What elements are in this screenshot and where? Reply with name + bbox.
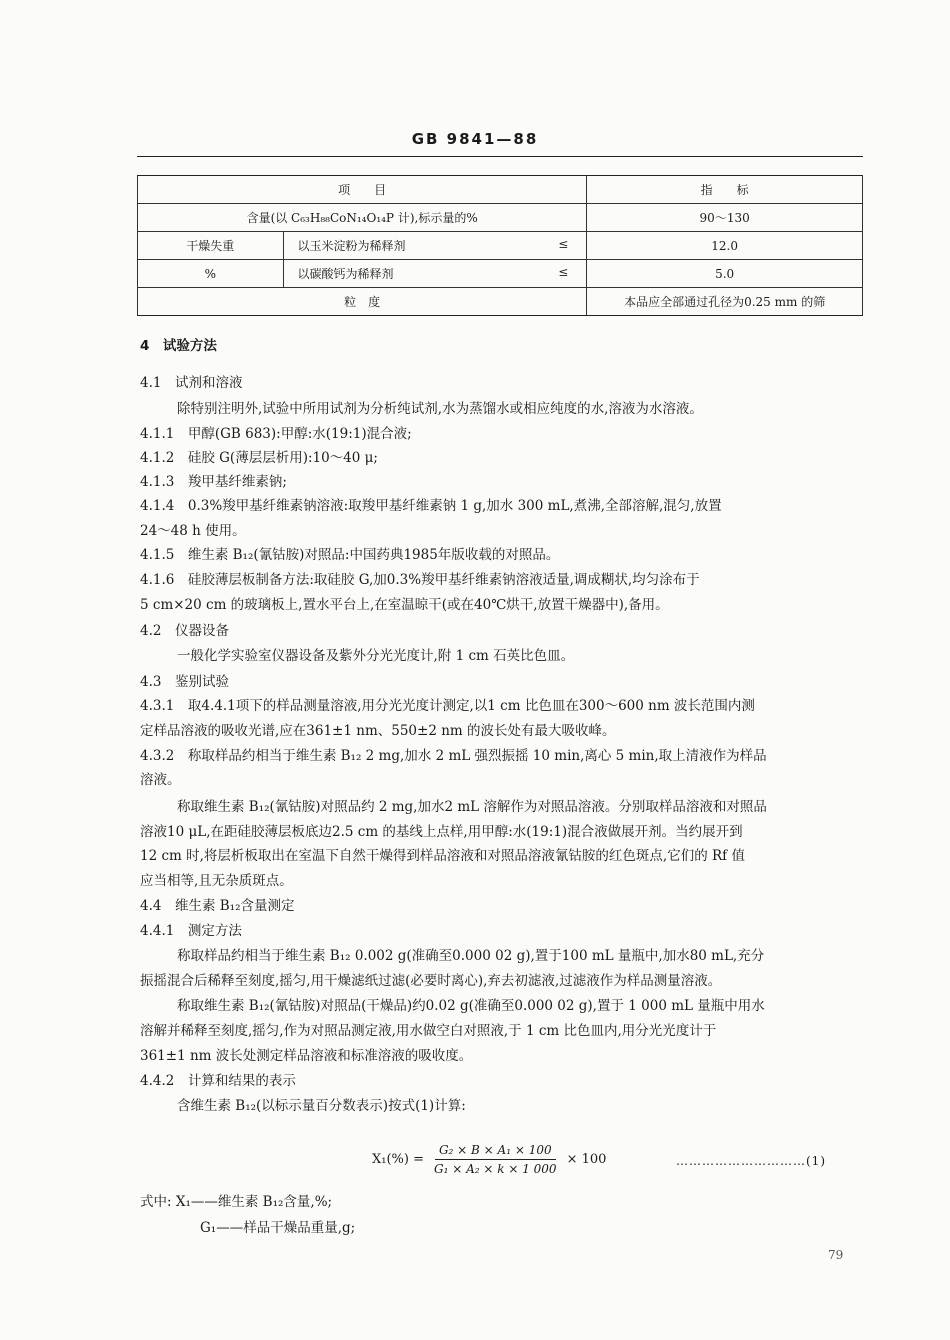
loss-unit: % — [138, 260, 284, 288]
paragraph: 称取样品约相当于维生素 B₁₂ 0.002 g(准确至0.000 02 g),置于100 mL 量瓶中,加水80 mL,充分 — [177, 948, 765, 964]
caco3-label: 以碳酸钙为稀释剂 ≤ — [283, 260, 587, 288]
item-4-1-1: 4.1.1 甲醇(GB 683):甲醇:水(19:1)混合液; — [140, 426, 412, 442]
item-4-1-5: 4.1.5 维生素 B₁₂(氰钴胺)对照品:中国药典1985年版收载的对照品。 — [140, 547, 560, 563]
item-4-3-1-cont: 定样品溶液的吸收光谱,应在361±1 nm、550±2 nm 的波长处有最大吸收峰。 — [140, 723, 616, 739]
standard-header: GB 9841—88 — [411, 130, 539, 148]
starch-value: 12.0 — [587, 232, 863, 260]
item-4-1-6-cont: 5 cm×20 cm 的玻璃板上,置水平台上,在室温晾干(或在40℃烘干,放置干燥器中),备用。 — [140, 597, 669, 613]
formula-lhs: X₁(%) = — [372, 1152, 424, 1167]
table-row — [138, 260, 863, 288]
section-4-1-heading: 4.1 试剂和溶液 — [140, 375, 243, 391]
size-label: 粒 度 — [138, 288, 587, 316]
formula-number: …………………………(1) — [676, 1154, 826, 1168]
where-line-2: G₁——样品干燥品重量,g; — [200, 1220, 356, 1236]
formula-fraction — [430, 1143, 561, 1176]
paragraph-cont: 12 cm 时,将层析板取出在室温下自然干燥得到样品溶液和对照品溶液氰钴胺的红色斑点,它们的 Rf 值 — [140, 848, 745, 864]
paragraph: 称取维生素 B₁₂(氰钴胺)对照品(干燥品)约0.02 g(准确至0.000 02 g),置于 1 000 mL 量瓶中用水 — [177, 998, 765, 1014]
content-value: 90～130 — [587, 204, 863, 232]
paragraph-cont: 溶液10 μL,在距硅胶薄层板底边2.5 cm 的基线上点样,用甲醇:水(19:1)混合液做展开剂。当约展开到 — [140, 824, 743, 840]
item-4-1-3: 4.1.3 羧甲基纤维素钠; — [140, 474, 287, 490]
paragraph-cont: 361±1 nm 波长处测定样品溶液和标准溶液的吸收度。 — [140, 1048, 473, 1064]
item-4-1-4-cont: 24～48 h 使用。 — [140, 523, 246, 539]
paragraph: 称取维生素 B₁₂(氰钴胺)对照品约 2 mg,加水2 mL 溶解作为对照品溶液。分别取样品溶液和对照品 — [177, 799, 767, 815]
table-row — [138, 232, 863, 260]
paragraph: 除特别注明外,试验中所用试剂为分析纯试剂,水为蒸馏水或相应纯度的水,溶液为水溶液。 — [177, 401, 703, 417]
item-4-3-1: 4.3.1 取4.4.1项下的样品测量溶液,用分光光度计测定,以1 cm 比色皿在300～600 nm 波长范围内测 — [140, 698, 755, 714]
section-4-4-1-heading: 4.4.1 测定方法 — [140, 923, 242, 939]
item-4-3-2-cont: 溶液。 — [140, 772, 181, 788]
table-row — [138, 176, 863, 204]
item-4-1-6: 4.1.6 硅胶薄层板制备方法:取硅胶 G,加0.3%羧甲基纤维素钠溶液适量,调成糊状,均匀涂布于 — [140, 572, 700, 588]
spec-table — [137, 175, 863, 316]
header-rule — [137, 156, 863, 157]
loss-label: 干燥失重 — [138, 232, 284, 260]
paragraph: 含维生素 B₁₂(以标示量百分数表示)按式(1)计算: — [177, 1098, 466, 1114]
formula-denominator: G₁ × A₂ × k × 1 000 — [434, 1162, 557, 1176]
item-4-3-2: 4.3.2 称取样品约相当于维生素 B₁₂ 2 mg,加水 2 mL 强烈振摇 10 min,离心 5 min,取上清液作为样品 — [140, 748, 767, 764]
paragraph-cont: 振摇混合后稀释至刻度,摇匀,用干燥滤纸过滤(必要时离心),弃去初滤液,过滤液作为样品测量溶液。 — [140, 973, 722, 989]
table-head-index: 指 标 — [587, 176, 863, 204]
where-line-1: 式中: X₁——维生素 B₁₂含量,%; — [140, 1194, 333, 1210]
item-4-1-4: 4.1.4 0.3%羧甲基纤维素钠溶液:取羧甲基纤维素钠 1 g,加水 300 mL,煮沸,全部溶解,混匀,放置 — [140, 498, 722, 514]
paragraph-cont: 应当相等,且无杂质斑点。 — [140, 873, 293, 889]
page-number: 79 — [828, 1248, 844, 1262]
caco3-value: 5.0 — [587, 260, 863, 288]
formula-1 — [372, 1143, 606, 1176]
table-row — [138, 204, 863, 232]
section-4-3-heading: 4.3 鉴别试验 — [140, 674, 229, 690]
formula-tail: × 100 — [566, 1152, 607, 1167]
section-4-heading: 4 试验方法 — [140, 338, 217, 354]
section-4-2-heading: 4.2 仪器设备 — [140, 623, 229, 639]
table-head-item: 项 目 — [138, 176, 587, 204]
section-4-4-heading: 4.4 维生素 B₁₂含量测定 — [140, 898, 295, 914]
table-row — [138, 288, 863, 316]
paragraph-cont: 溶解并稀释至刻度,摇匀,作为对照品测定液,用水做空白对照液,于 1 cm 比色皿内,用分光光度计于 — [140, 1023, 717, 1039]
starch-label: 以玉米淀粉为稀释剂 ≤ — [283, 232, 587, 260]
item-4-1-2: 4.1.2 硅胶 G(薄层层析用):10～40 μ; — [140, 450, 378, 466]
size-value: 本品应全部通过孔径为0.25 mm 的筛 — [587, 288, 863, 316]
section-4-4-2-heading: 4.4.2 计算和结果的表示 — [140, 1073, 296, 1089]
paragraph: 一般化学实验室仪器设备及紫外分光光度计,附 1 cm 石英比色皿。 — [177, 648, 575, 664]
content-label: 含量(以 C₆₃H₈₈CoN₁₄O₁₄P 计),标示量的% — [138, 204, 587, 232]
formula-numerator: G₂ × B × A₁ × 100 — [435, 1143, 556, 1160]
